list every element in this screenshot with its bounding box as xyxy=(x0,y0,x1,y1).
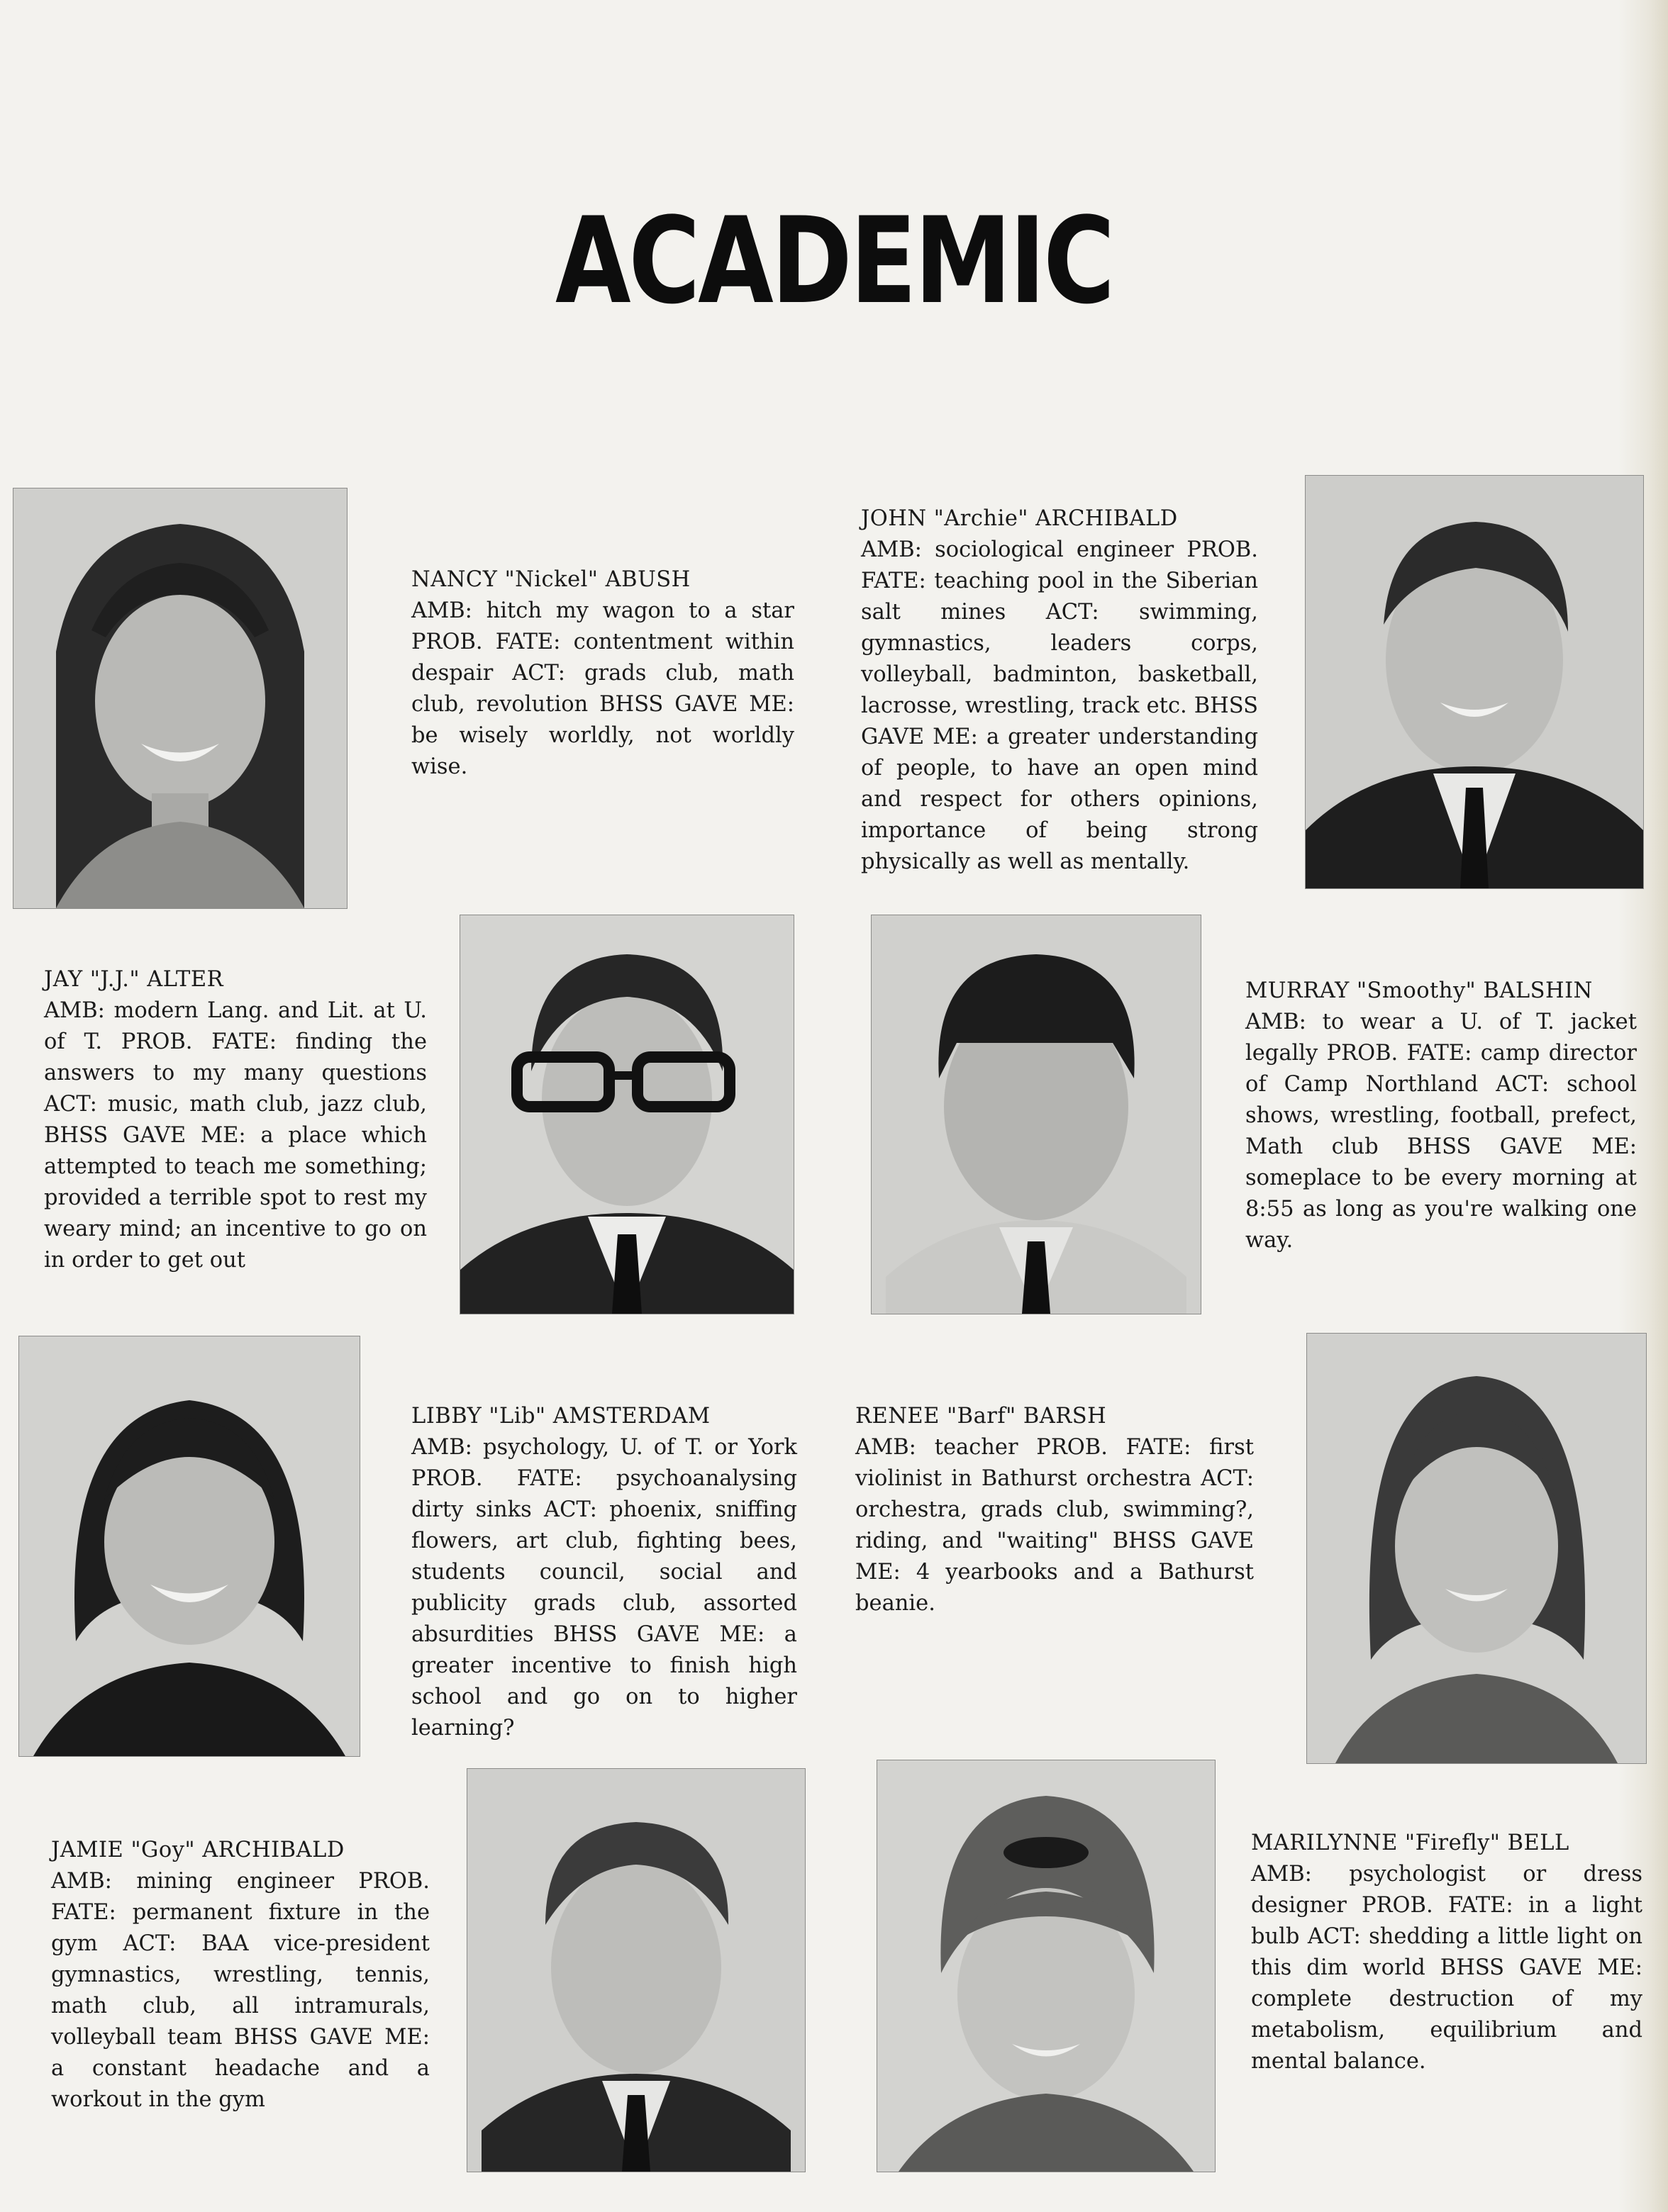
student-bio: AMB: psychology, U. of T. or York PROB. FATE: psychoanalysing dirty sinks ACT: phoenix, sniffing flowers, art club, fighting bees, students council, social and publicity grads club, assorted absurdities BHSS GAVE ME: a greater incentive to finish high school and go on to higher learning? xyxy=(411,1435,797,1741)
student-bio: AMB: to wear a U. of T. jacket legally PROB. FATE: camp director of Camp Northland ACT: school shows, wrestling, football, prefect, Math club BHSS GAVE ME: someplace to be every morning at 8:55 as long as you're walking one way. xyxy=(1245,1010,1637,1253)
page-title: ACADEMIC xyxy=(555,191,1113,330)
bio-murray-balshin xyxy=(1245,976,1637,1256)
portrait-photo-murray-balshin xyxy=(871,915,1201,1314)
bio-libby-amsterdam xyxy=(411,1401,797,1744)
student-name: JOHN "Archie" ARCHIBALD xyxy=(861,506,1178,531)
portrait-photo-marilynne-bell xyxy=(877,1760,1216,2172)
portrait-photo-jamie-archibald xyxy=(467,1768,806,2172)
student-name: MARILYNNE "Firefly" BELL xyxy=(1251,1831,1569,1855)
portrait-photo-renee-barsh xyxy=(1306,1333,1647,1764)
student-bio: AMB: psychologist or dress designer PROB. FATE: in a light bulb ACT: shedding a little light on this dim world BHSS GAVE ME: complete destruction of my metabolism, equilibrium and mental balance. xyxy=(1251,1862,1642,2074)
student-name: LIBBY "Lib" AMSTERDAM xyxy=(411,1404,711,1429)
bio-jay-alter xyxy=(44,964,427,1276)
student-name: MURRAY "Smoothy" BALSHIN xyxy=(1245,978,1593,1003)
student-bio: AMB: mining engineer PROB. FATE: permanent fixture in the gym ACT: BAA vice-president gymnastics, wrestling, tennis, math club, all intramurals, volleyball team BHSS GAVE ME: a constant headache and a workout in the gym xyxy=(51,1869,430,2112)
student-name: RENEE "Barf" BARSH xyxy=(855,1404,1107,1429)
student-name: JAY "J.J." ALTER xyxy=(44,967,224,992)
portrait-photo-jay-alter xyxy=(460,915,794,1314)
bio-renee-barsh xyxy=(855,1401,1254,1619)
bio-nancy-abush xyxy=(411,564,794,783)
portrait-photo-nancy-abush xyxy=(13,488,348,909)
portrait-photo-libby-amsterdam xyxy=(18,1336,360,1757)
bio-john-archibald xyxy=(861,503,1258,878)
student-bio: AMB: hitch my wagon to a star PROB. FATE: contentment within despair ACT: grads club, math club, revolution BHSS GAVE ME: be wisely worldly, not worldly wise. xyxy=(411,598,794,779)
student-bio: AMB: sociological engineer PROB. FATE: teaching pool in the Siberian salt mines ACT: swimming, gymnastics, leaders corps, volleyball, badminton, basketball, lacrosse, wrestling, track etc. BHSS GAVE ME: a greater understanding of people, to have an open mind and respect for others opinions, importance of being strong physically as well as mentally. xyxy=(861,537,1258,874)
bio-marilynne-bell xyxy=(1251,1828,1642,2077)
student-name: JAMIE "Goy" ARCHIBALD xyxy=(51,1838,345,1862)
student-bio: AMB: teacher PROB. FATE: first violinist in Bathurst orchestra ACT: orchestra, grads club, swimming?, riding, and "waiting" BHSS GAVE ME: 4 yearbooks and a Bathurst beanie. xyxy=(855,1435,1254,1616)
portrait-photo-john-archibald xyxy=(1305,475,1644,889)
bio-jamie-archibald xyxy=(51,1835,430,2116)
student-name: NANCY "Nickel" ABUSH xyxy=(411,567,691,592)
student-bio: AMB: modern Lang. and Lit. at U. of T. PROB. FATE: finding the answers to my many questions ACT: music, math club, jazz club, BHSS GAVE ME: a place which attempted to teach me something; provided a terrible spot to rest my weary mind; an incentive to go on in order to get out xyxy=(44,998,427,1273)
